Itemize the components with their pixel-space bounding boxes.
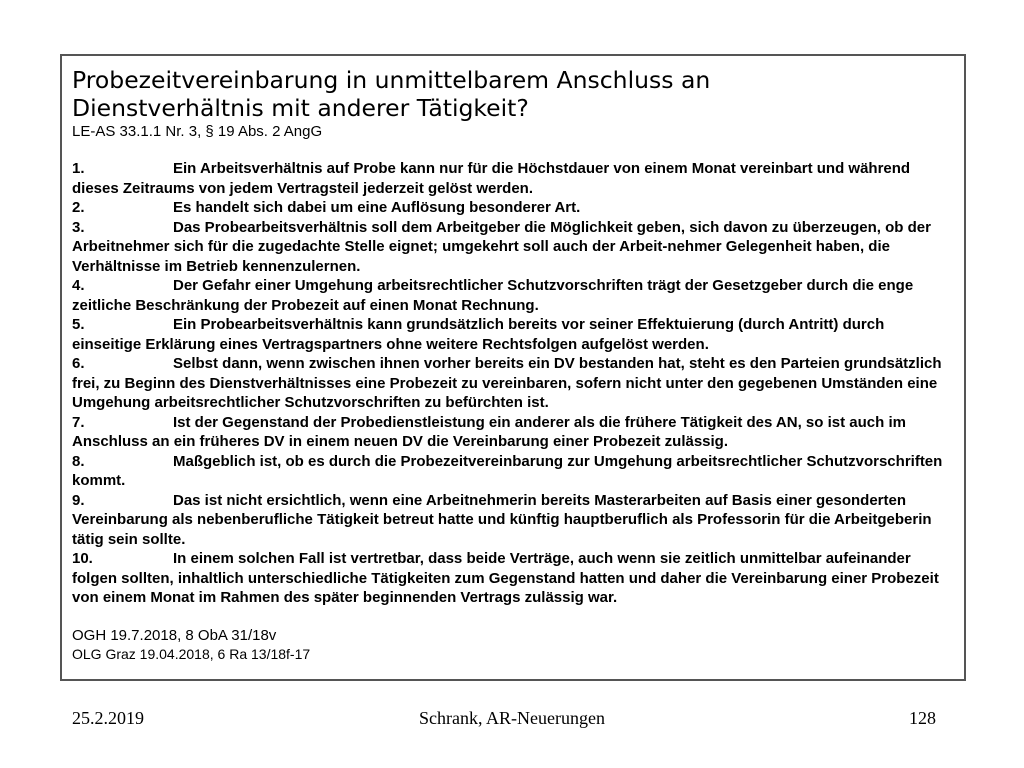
citation-olg: OLG Graz 19.04.2018, 6 Ra 13/18f-17 bbox=[72, 645, 311, 662]
spacer bbox=[72, 608, 954, 626]
principle-number: 3. bbox=[72, 218, 85, 236]
principle-item bbox=[72, 276, 954, 315]
principle-item bbox=[72, 159, 954, 198]
title-line-2: Dienstverhältnis mit anderer Tätigkeit? bbox=[72, 94, 529, 122]
principle-item bbox=[72, 413, 954, 452]
principle-number: 5. bbox=[72, 316, 85, 333]
principle-text: Selbst dann, wenn zwischen ihnen vorher bereits ein DV bestanden hat, steht es den Parteien grundsätzlich frei, zu Beginn des Dienstverhältnisses eine Probezeit zu vereinbaren, sofern nicht unter den gegebenen Umständen eine Umgehung arbeitsrechtlicher Schutzvorschriften zu befürchten ist. bbox=[72, 355, 942, 411]
principle-number: 8. bbox=[72, 452, 85, 470]
principle-number: 9. bbox=[72, 491, 85, 509]
principle-item bbox=[72, 218, 954, 277]
spacer bbox=[72, 141, 954, 159]
principle-text: In einem solchen Fall ist vertretbar, dass beide Verträge, auch wenn sie zeitlich unmittelbar aufeinander folgen sollten, inhaltlich unterschiedliche Tätigkeiten zum Gegenstand hatten und daher die Vereinbarung einer Probezeit von einem Monat im Rahmen des später beginnenden Vertrags zulässig war. bbox=[72, 550, 939, 606]
principle-text: Ist der Gegenstand der Probedienstleistung ein anderer als die frühere Tätigkeit des AN, so ist auch im Anschluss an ein früheres DV in einem neuen DV die Vereinbarung einer Probezeit zulässig. bbox=[72, 413, 906, 450]
principle-number: 1. bbox=[72, 160, 85, 177]
content-box bbox=[60, 54, 966, 681]
principle-text: Es handelt sich dabei um eine Auflösung besonderer Art. bbox=[173, 199, 581, 216]
footer-author-title: Schrank, AR-Neuerungen bbox=[419, 708, 605, 728]
principle-item bbox=[72, 315, 954, 354]
slide-content bbox=[72, 66, 954, 663]
title-line-1: Probezeitvereinbarung in unmittelbarem Anschluss an bbox=[72, 66, 711, 94]
principle-item bbox=[72, 491, 954, 550]
principle-number: 2. bbox=[72, 199, 85, 216]
principle-item bbox=[72, 549, 954, 608]
principle-text: Ein Probearbeitsverhältnis kann grundsätzlich bereits vor seiner Effektuierung (durch Antritt) durch einseitige Erklärung eines Vertragspartners ohne weitere Rechtsfolgen aufgelöst werden. bbox=[72, 316, 885, 353]
principle-number: 4. bbox=[72, 277, 85, 294]
slide-title bbox=[72, 66, 954, 122]
principle-item bbox=[72, 354, 954, 413]
footer-page-number: 128 bbox=[909, 708, 936, 728]
principle-number: 7. bbox=[72, 413, 85, 431]
principles-list bbox=[72, 159, 954, 608]
principle-item bbox=[72, 452, 954, 491]
principle-text: Das ist nicht ersichtlich, wenn eine Arbeitnehmerin bereits Masterarbeiten auf Basis einer gesonderten Vereinbarung als nebenberufliche Tätigkeit betreut hatte und künftig hauptberuflich als Professorin für die Arbeitgeberin tätig sein sollte. bbox=[72, 491, 932, 548]
principle-number: 10. bbox=[72, 550, 93, 567]
principle-text: Ein Arbeitsverhältnis auf Probe kann nur für die Höchstdauer von einem Monat vereinbart und während dieses Zeitraums von jedem Vertragsteil jederzeit gelöst werden. bbox=[72, 160, 911, 197]
principle-item bbox=[72, 198, 954, 218]
footer-date: 25.2.2019 bbox=[72, 708, 144, 728]
legal-reference: LE-AS 33.1.1 Nr. 3, § 19 Abs. 2 AngG bbox=[72, 123, 323, 140]
principle-text: Der Gefahr einer Umgehung arbeitsrechtlicher Schutzvorschriften trägt der Gesetzgeber durch die enge zeitliche Beschränkung der Probezeit auf einen Monat Rechnung. bbox=[72, 277, 914, 314]
principle-number: 6. bbox=[72, 355, 85, 372]
principle-text: Maßgeblich ist, ob es durch die Probezeitvereinbarung zur Umgehung arbeitsrechtlicher Schutzvorschriften kommt. bbox=[72, 452, 943, 489]
principle-text: Das Probearbeitsverhältnis soll dem Arbeitgeber die Möglichkeit geben, sich davon zu überzeugen, ob der Arbeitnehmer sich für die zugedachte Stelle eignet; umgekehrt soll auch der Arbeit-nehmer Gelegenheit haben, die Verhältnisse im Betrieb kennenzulernen. bbox=[72, 218, 931, 275]
citation-ogh: OGH 19.7.2018, 8 ObA 31/18v bbox=[72, 626, 277, 644]
